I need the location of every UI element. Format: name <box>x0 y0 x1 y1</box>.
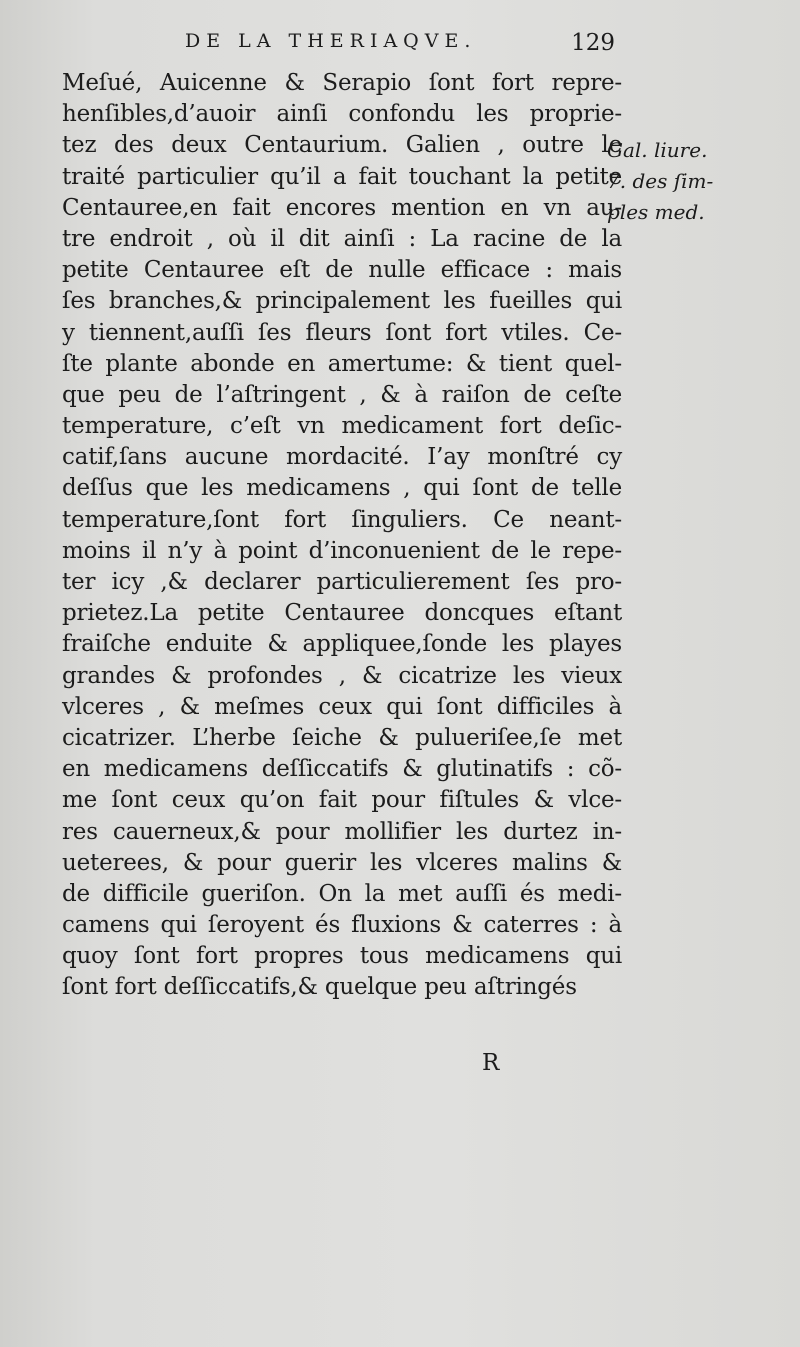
text-line: quoy ſont fort propres tous medicamens qui <box>62 943 622 970</box>
text-line: Centauree,en fait encores mention en vn au- <box>62 194 622 221</box>
text-line: fraiſche enduite & appliquee,ſonde les playes <box>62 631 622 658</box>
text-line: grandes & profondes , & cicatrize les vieux <box>62 662 622 689</box>
text-line: y tiennent,auſſi ſes fleurs ſont fort vtiles. Ce- <box>62 319 622 346</box>
text-line: cicatrizer. L’herbe ſeiche & pulueriſee,ſe met <box>62 724 622 751</box>
page-number: 129 <box>571 30 615 56</box>
text-line: tez des deux Centaurium. Galien , outre le <box>62 132 622 159</box>
text-line: ter icy ,& declarer particulierement ſes pro- <box>62 569 622 595</box>
text-line: temperature,ſont fort ſinguliers. Ce neant- <box>62 506 622 533</box>
text-line: prietez.La petite Centauree doncques eſtant <box>62 600 622 627</box>
text-line: me ſont ceux qu’on fait pour fiſtules & vlce- <box>62 787 622 814</box>
text-line: camens qui ſeroyent és fluxions & caterres : à <box>62 912 622 939</box>
signature-mark: R <box>482 1050 500 1076</box>
text-line: petite Centauree eſt de nulle efficace : mais <box>62 257 622 284</box>
text-line: res cauerneux,& pour mollifier les durtez in- <box>62 818 622 845</box>
text-line: que peu de l’aſtringent , & à raiſon de ceſte <box>62 381 622 408</box>
running-title: DE LA THERIAQVE. <box>185 30 477 52</box>
text-line: traité particulier qu’il a fait touchant la petite <box>62 163 622 190</box>
text-line: de difficile gueriſon. On la met auſſi és medi- <box>62 880 622 907</box>
marginal-note-line: Gal. liure. <box>607 138 708 162</box>
text-line: ueterees, & pour guerir les vlceres malins & <box>62 849 622 876</box>
text-line: catif,ſans aucune mordacité. I’ay monſtré cy <box>62 444 622 471</box>
text-line: ſte plante abonde en amertume: & tient quel- <box>62 350 622 377</box>
marginal-note <box>607 135 797 229</box>
marginal-note-line: 7. des ſim- <box>607 169 714 194</box>
main-text-block <box>62 68 622 1004</box>
text-line: ſes branches,& principalement les fueilles qui <box>62 288 622 315</box>
text-line: vlceres , & meſmes ceux qui ſont difficiles à <box>62 693 622 720</box>
text-line: en medicamens deſſiccatifs & glutinatifs : cõ- <box>62 756 622 783</box>
page-header <box>185 30 615 60</box>
text-line: henſibles,d’auoir ainſi confondu les proprie- <box>62 101 622 128</box>
text-line: tre endroit , où il dit ainſi : La racine de la <box>62 225 622 252</box>
text-line: temperature, c’eſt vn medicament fort deſic- <box>62 413 622 440</box>
text-line: moins il n’y à point d’inconuenient de le repe- <box>62 537 622 564</box>
text-line: Meſué, Auicenne & Serapio ſont fort repre- <box>62 70 622 96</box>
text-line: deſſus que les medicamens , qui ſont de telle <box>62 475 622 502</box>
marginal-note-line: ples med. <box>607 200 705 225</box>
text-line: ſont fort deſſiccatifs,& quelque peu aſtringés <box>62 974 577 1001</box>
